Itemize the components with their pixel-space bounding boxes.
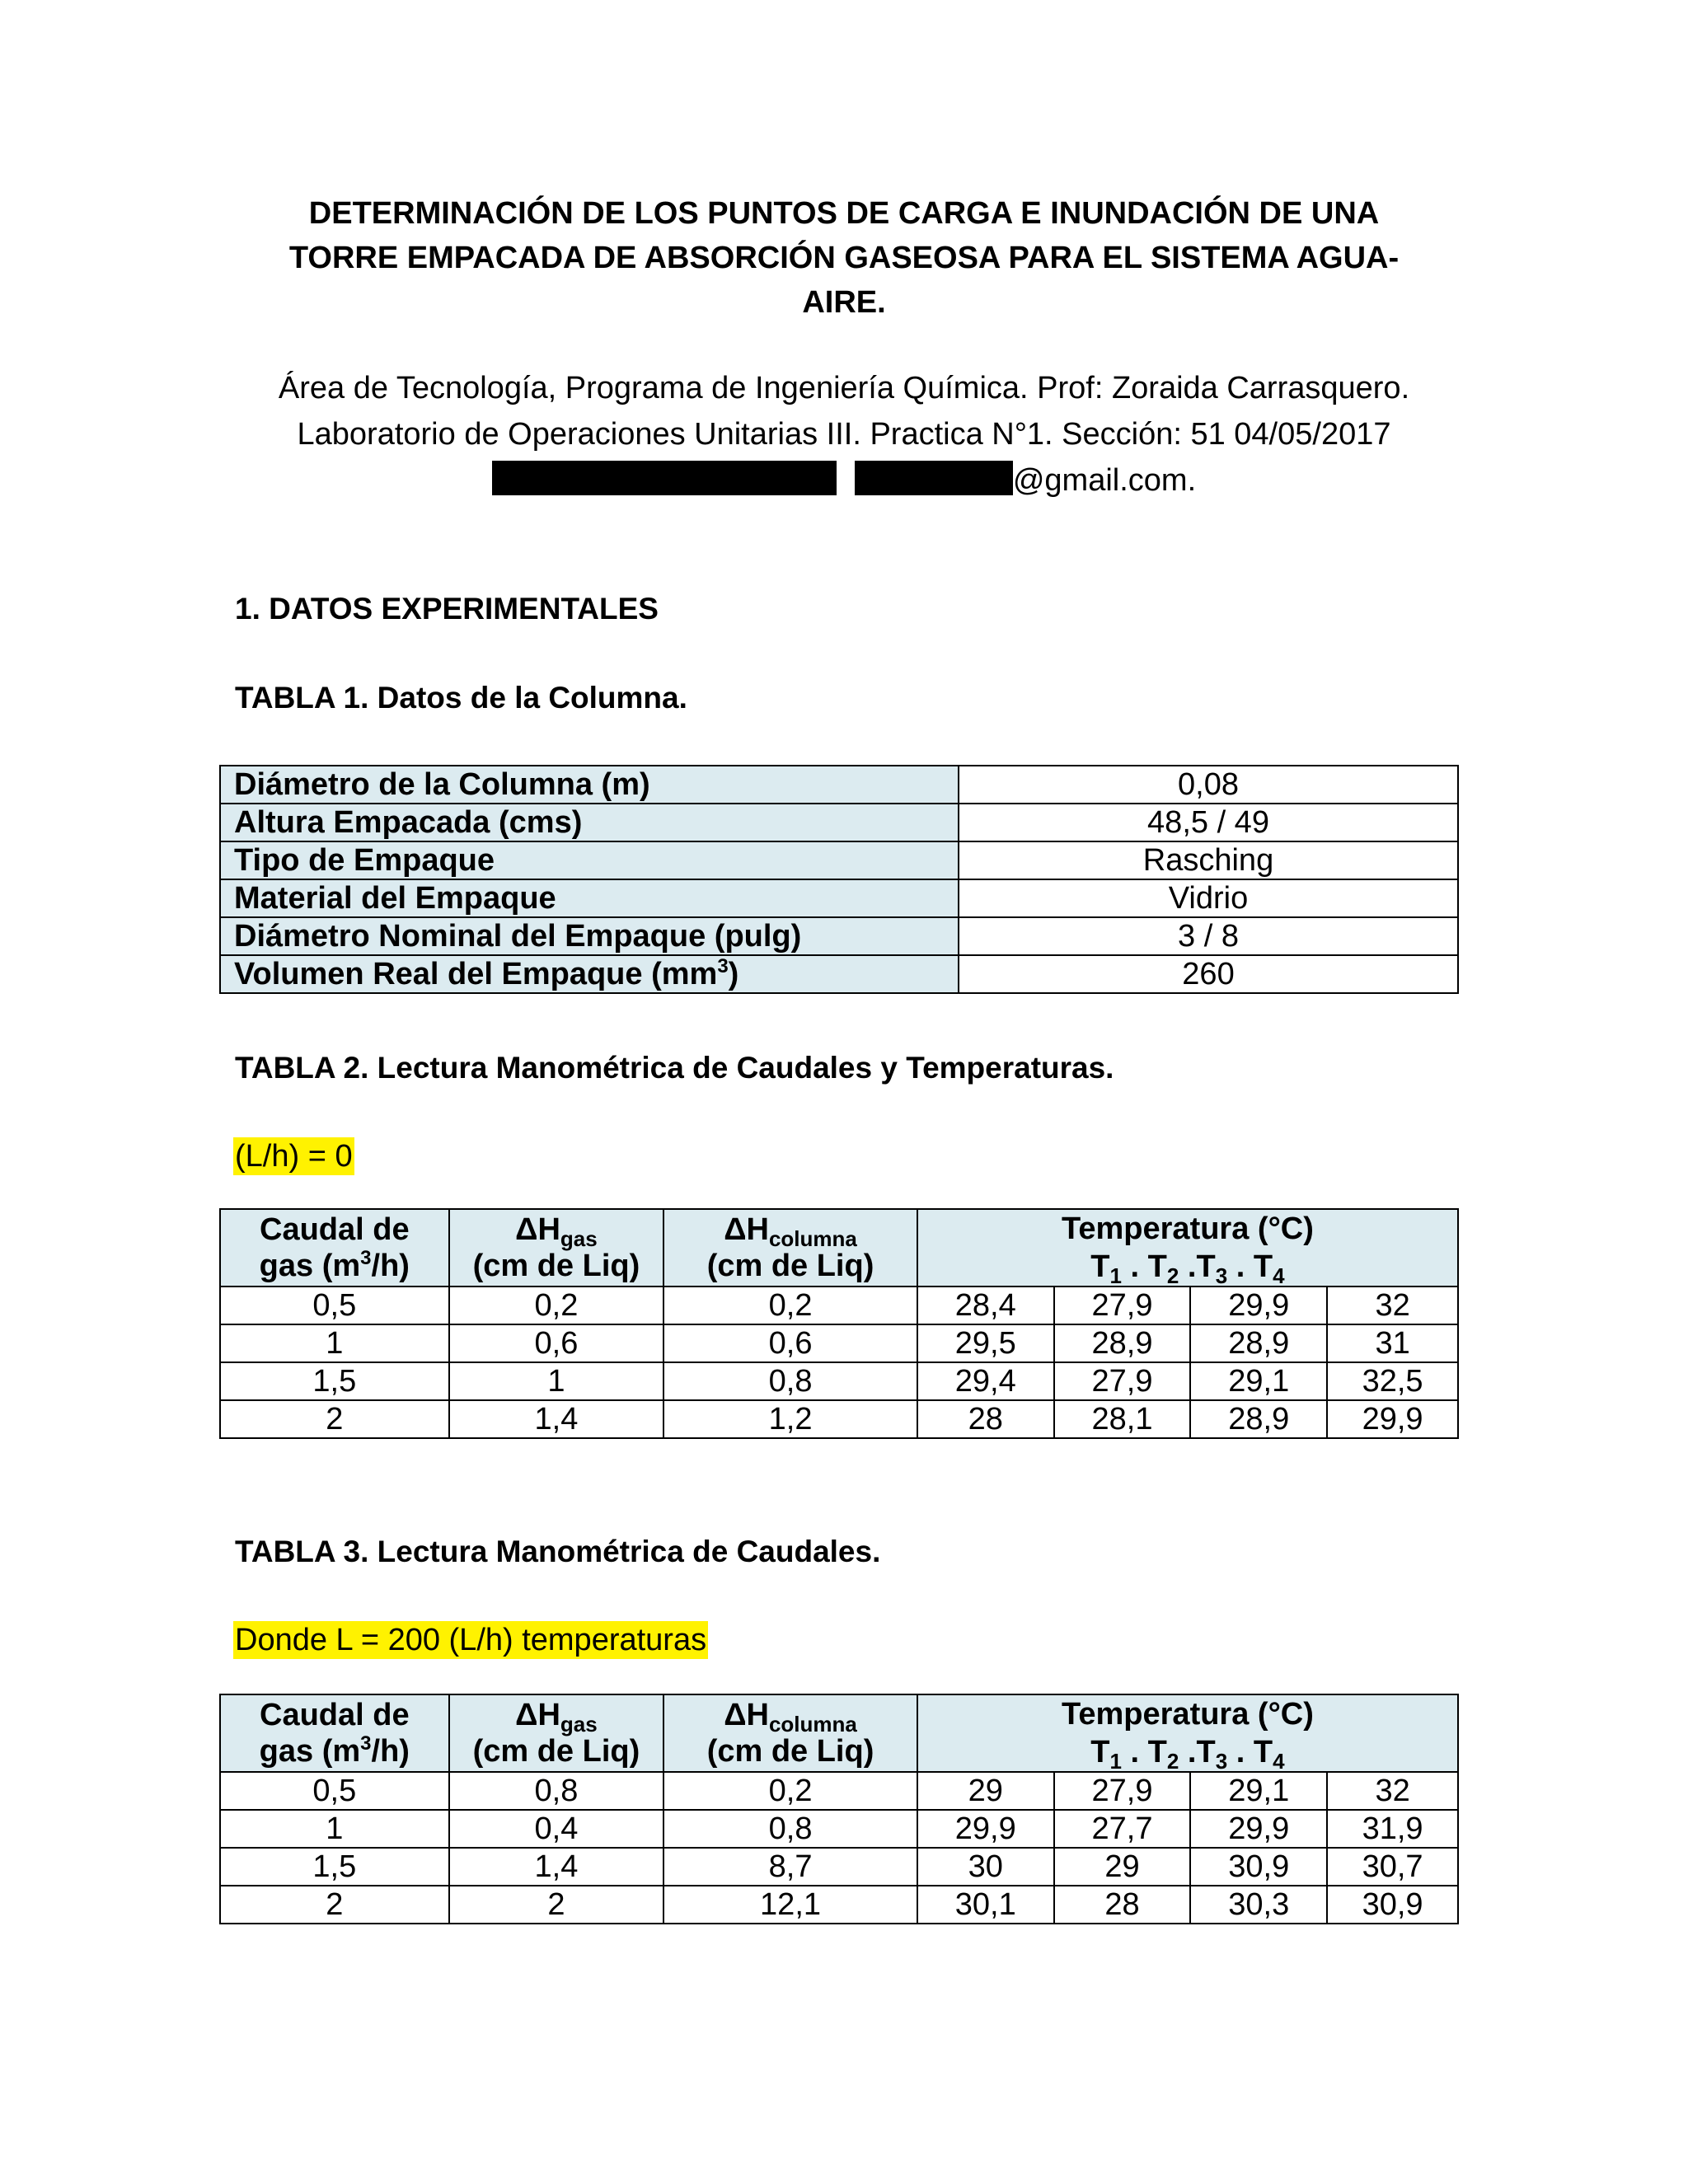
cell-t4: 31 xyxy=(1327,1324,1458,1362)
header-delta-h-column: $\Delta H_{columna}$ (cm de Liq) xyxy=(663,1694,917,1772)
cell-t1: 30,1 xyxy=(917,1886,1054,1924)
cell-dh-gas: 1,4 xyxy=(449,1400,664,1438)
cell-dh-gas: 0,6 xyxy=(449,1324,664,1362)
cell-t4: 29,9 xyxy=(1327,1400,1458,1438)
header-temperature: Temperatura (°C) $T_1$ . $T_2$ $.T_3$ . $T_4$ xyxy=(917,1209,1458,1286)
cell-t2: 28,1 xyxy=(1054,1400,1191,1438)
label-end: ) xyxy=(728,957,739,991)
cell-gas-flow: 0,5 xyxy=(220,1286,449,1324)
cell-dh-column: 0,6 xyxy=(663,1324,917,1362)
table3-note-highlighted: Donde L = 200 (L/h) temperaturas xyxy=(235,1623,707,1657)
row-label: Diámetro Nominal del Empaque (pulg) xyxy=(220,917,959,955)
author-email-line xyxy=(165,457,1523,504)
label-superscript: 3 xyxy=(717,955,729,977)
table-row xyxy=(220,1772,1458,1810)
section-heading: 1. DATOS EXPERIMENTALES xyxy=(235,592,659,626)
cell-t2: 27,7 xyxy=(1054,1810,1191,1848)
cell-t1: 29 xyxy=(917,1772,1054,1810)
affiliation-line-1: Área de Tecnología, Programa de Ingeniería Química. Prof: Zoraida Carrasquero. xyxy=(278,371,1410,405)
table-row xyxy=(220,1286,1458,1324)
cell-dh-column: 12,1 xyxy=(663,1886,917,1924)
table-row xyxy=(220,1400,1458,1438)
cell-dh-gas: 0,2 xyxy=(449,1286,664,1324)
table-row xyxy=(220,804,1458,841)
cell-t4: 32 xyxy=(1327,1772,1458,1810)
header-gas-flow: Caudal de gas $(m^3/h)$ xyxy=(220,1209,449,1286)
cell-t1: 28,4 xyxy=(917,1286,1054,1324)
cell-t3: 30,3 xyxy=(1190,1886,1327,1924)
row-value: 0,08 xyxy=(959,766,1458,804)
row-label xyxy=(220,955,959,993)
cell-t2: 27,9 xyxy=(1054,1362,1191,1400)
table3-caption: TABLA 3. Lectura Manométrica de Caudales. xyxy=(235,1535,881,1568)
cell-t3: 29,9 xyxy=(1190,1810,1327,1848)
flow-temperature-table-1 xyxy=(219,1208,1459,1439)
cell-gas-flow: 2 xyxy=(220,1400,449,1438)
row-label: Material del Empaque xyxy=(220,879,959,917)
table-row xyxy=(220,955,1458,993)
cell-t3: 29,9 xyxy=(1190,1286,1327,1324)
cell-t1: 30 xyxy=(917,1848,1054,1886)
cell-dh-column: 8,7 xyxy=(663,1848,917,1886)
cell-t4: 30,9 xyxy=(1327,1886,1458,1924)
cell-t1: 29,9 xyxy=(917,1810,1054,1848)
cell-t3: 30,9 xyxy=(1190,1848,1327,1886)
cell-t4: 32,5 xyxy=(1327,1362,1458,1400)
cell-t1: 28 xyxy=(917,1400,1054,1438)
table-row xyxy=(220,879,1458,917)
cell-dh-column: 0,2 xyxy=(663,1286,917,1324)
table-row xyxy=(220,1848,1458,1886)
cell-dh-gas: 2 xyxy=(449,1886,664,1924)
cell-t2: 28 xyxy=(1054,1886,1191,1924)
affiliation-block xyxy=(165,365,1523,504)
row-value: 48,5 / 49 xyxy=(959,804,1458,841)
affiliation-line-2: Laboratorio de Operaciones Unitarias III. Practica N°1. Sección: 51 04/05/2017 xyxy=(297,417,1391,452)
cell-dh-column: 0,8 xyxy=(663,1810,917,1848)
column-data-table xyxy=(219,765,1459,994)
cell-t1: 29,4 xyxy=(917,1362,1054,1400)
row-label: Tipo de Empaque xyxy=(220,841,959,879)
row-label: Altura Empacada (cms) xyxy=(220,804,959,841)
cell-t1: 29,5 xyxy=(917,1324,1054,1362)
cell-dh-column: 0,8 xyxy=(663,1362,917,1400)
title-line-1: DETERMINACIÓN DE LOS PUNTOS DE CARGA E INUNDACIÓN DE UNA xyxy=(308,196,1380,231)
header-delta-h-column: $\Delta H_{columna}$ (cm de Liq) xyxy=(663,1209,917,1286)
cell-t3: 29,1 xyxy=(1190,1362,1327,1400)
email-suffix: @gmail.com. xyxy=(1012,463,1197,498)
row-value: 260 xyxy=(959,955,1458,993)
table-row xyxy=(220,917,1458,955)
table-row xyxy=(220,841,1458,879)
cell-t3: 29,1 xyxy=(1190,1772,1327,1810)
cell-dh-gas: 0,8 xyxy=(449,1772,664,1810)
cell-dh-gas: 0,4 xyxy=(449,1810,664,1848)
redacted-name-block xyxy=(492,461,837,495)
table2-caption: TABLA 2. Lectura Manométrica de Caudales y Temperaturas. xyxy=(235,1051,1114,1085)
header-delta-h-gas: $\Delta H_{gas}$ (cm de Liq) xyxy=(449,1209,664,1286)
cell-t2: 27,9 xyxy=(1054,1286,1191,1324)
redacted-email-block xyxy=(855,461,1013,495)
header-gas-flow: Caudal de gas $(m^3/h)$ xyxy=(220,1694,449,1772)
table-row xyxy=(220,1362,1458,1400)
table1-caption: TABLA 1. Datos de la Columna. xyxy=(235,681,687,715)
cell-t2: 29 xyxy=(1054,1848,1191,1886)
cell-dh-column: 1,2 xyxy=(663,1400,917,1438)
cell-dh-gas: 1 xyxy=(449,1362,664,1400)
cell-t4: 32 xyxy=(1327,1286,1458,1324)
table-row xyxy=(220,1810,1458,1848)
cell-dh-column: 0,2 xyxy=(663,1772,917,1810)
cell-gas-flow: 0,5 xyxy=(220,1772,449,1810)
cell-gas-flow: 1 xyxy=(220,1810,449,1848)
flow-temperature-table-2 xyxy=(219,1694,1459,1924)
header-delta-h-gas: $\Delta H_{gas}$ (cm de Liq) xyxy=(449,1694,664,1772)
title-line-2: TORRE EMPACADA DE ABSORCIÓN GASEOSA PARA EL SISTEMA AGUA- xyxy=(288,241,1400,275)
cell-t3: 28,9 xyxy=(1190,1400,1327,1438)
cell-gas-flow: 2 xyxy=(220,1886,449,1924)
label-text: Volumen Real del Empaque (mm xyxy=(234,957,718,991)
title-line-3: AIRE. xyxy=(802,285,886,320)
document-title xyxy=(198,191,1490,325)
cell-gas-flow: 1 xyxy=(220,1324,449,1362)
cell-t4: 31,9 xyxy=(1327,1810,1458,1848)
row-label: Diámetro de la Columna (m) xyxy=(220,766,959,804)
row-value: Vidrio xyxy=(959,879,1458,917)
table-header-row xyxy=(220,1209,1458,1286)
table-header-row xyxy=(220,1694,1458,1772)
cell-gas-flow: 1,5 xyxy=(220,1848,449,1886)
cell-t2: 28,9 xyxy=(1054,1324,1191,1362)
table2-note-highlighted: (L/h) = 0 xyxy=(235,1139,353,1174)
cell-t4: 30,7 xyxy=(1327,1848,1458,1886)
table-row xyxy=(220,766,1458,804)
cell-t2: 27,9 xyxy=(1054,1772,1191,1810)
header-temperature: Temperatura (°C) $T_1$ . $T_2$ $.T_3$ . $T_4$ xyxy=(917,1694,1458,1772)
table-row xyxy=(220,1886,1458,1924)
cell-dh-gas: 1,4 xyxy=(449,1848,664,1886)
row-value: Rasching xyxy=(959,841,1458,879)
row-value: 3 / 8 xyxy=(959,917,1458,955)
table-row xyxy=(220,1324,1458,1362)
cell-t3: 28,9 xyxy=(1190,1324,1327,1362)
cell-gas-flow: 1,5 xyxy=(220,1362,449,1400)
